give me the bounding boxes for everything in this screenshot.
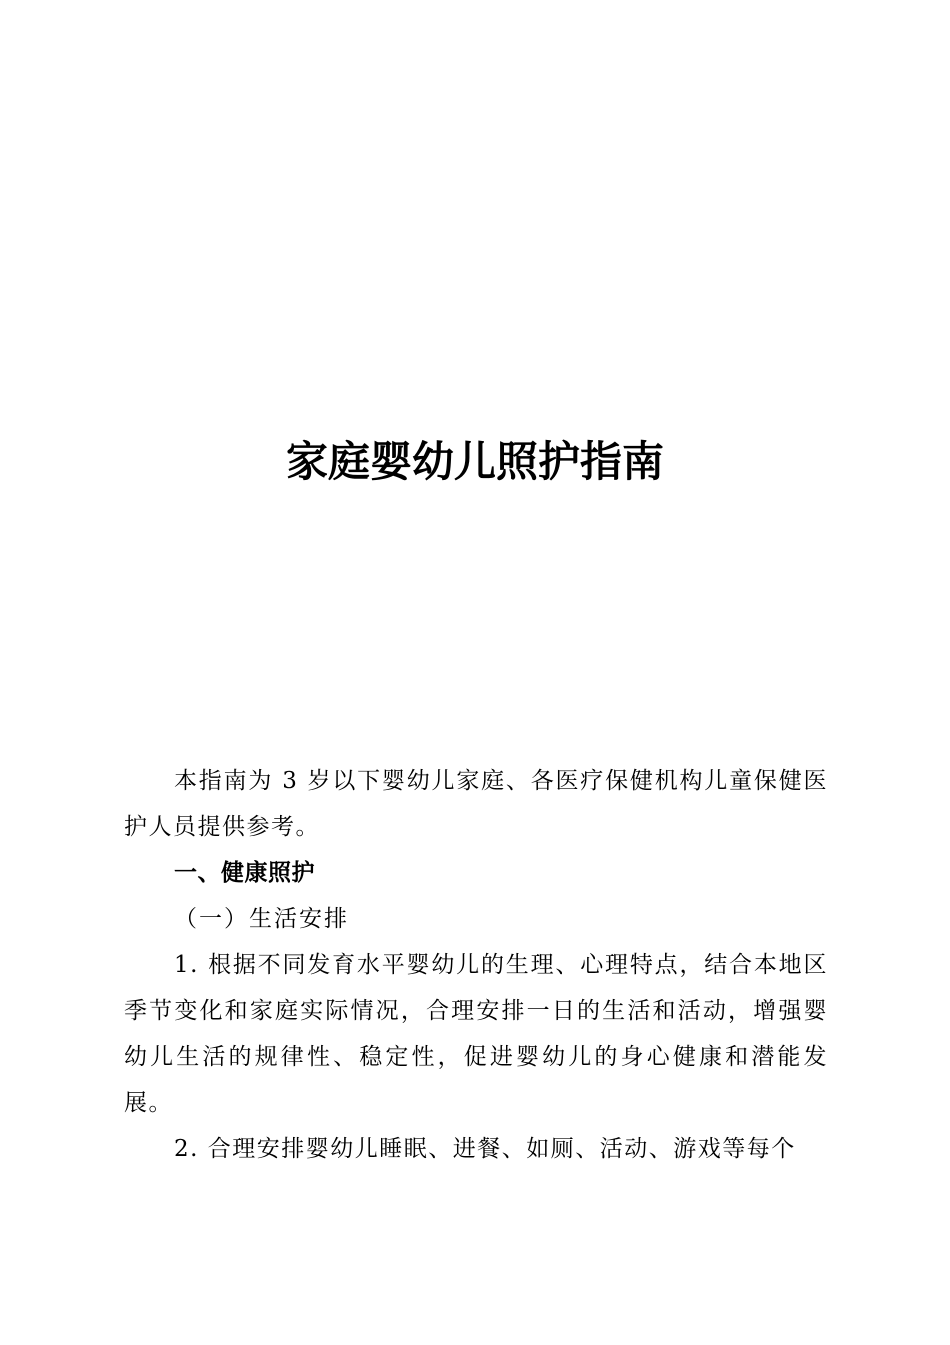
list-item-1: 1. 根据不同发育水平婴幼儿的生理、心理特点，结合本地区季节变化和家庭实际情况，合理安排一日的生活和活动，增强婴幼儿生活的规律性、稳定性，促进婴幼儿的身心健康和潜能发展。 xyxy=(124,952,828,1116)
document-body xyxy=(124,758,828,1172)
document-title: 家庭婴幼儿照护指南 xyxy=(285,437,664,486)
intro-paragraph: 本指南为 3 岁以下婴幼儿家庭、各医疗保健机构儿童保健医护人员提供参考。 xyxy=(124,768,828,840)
section-heading-health-care: 一、健康照护 xyxy=(174,860,315,886)
subsection-heading-daily-routine: （一）生活安排 xyxy=(174,906,349,932)
list-item-2: 2. 合理安排婴幼儿睡眠、进餐、如厕、活动、游戏等每个 xyxy=(174,1136,796,1162)
